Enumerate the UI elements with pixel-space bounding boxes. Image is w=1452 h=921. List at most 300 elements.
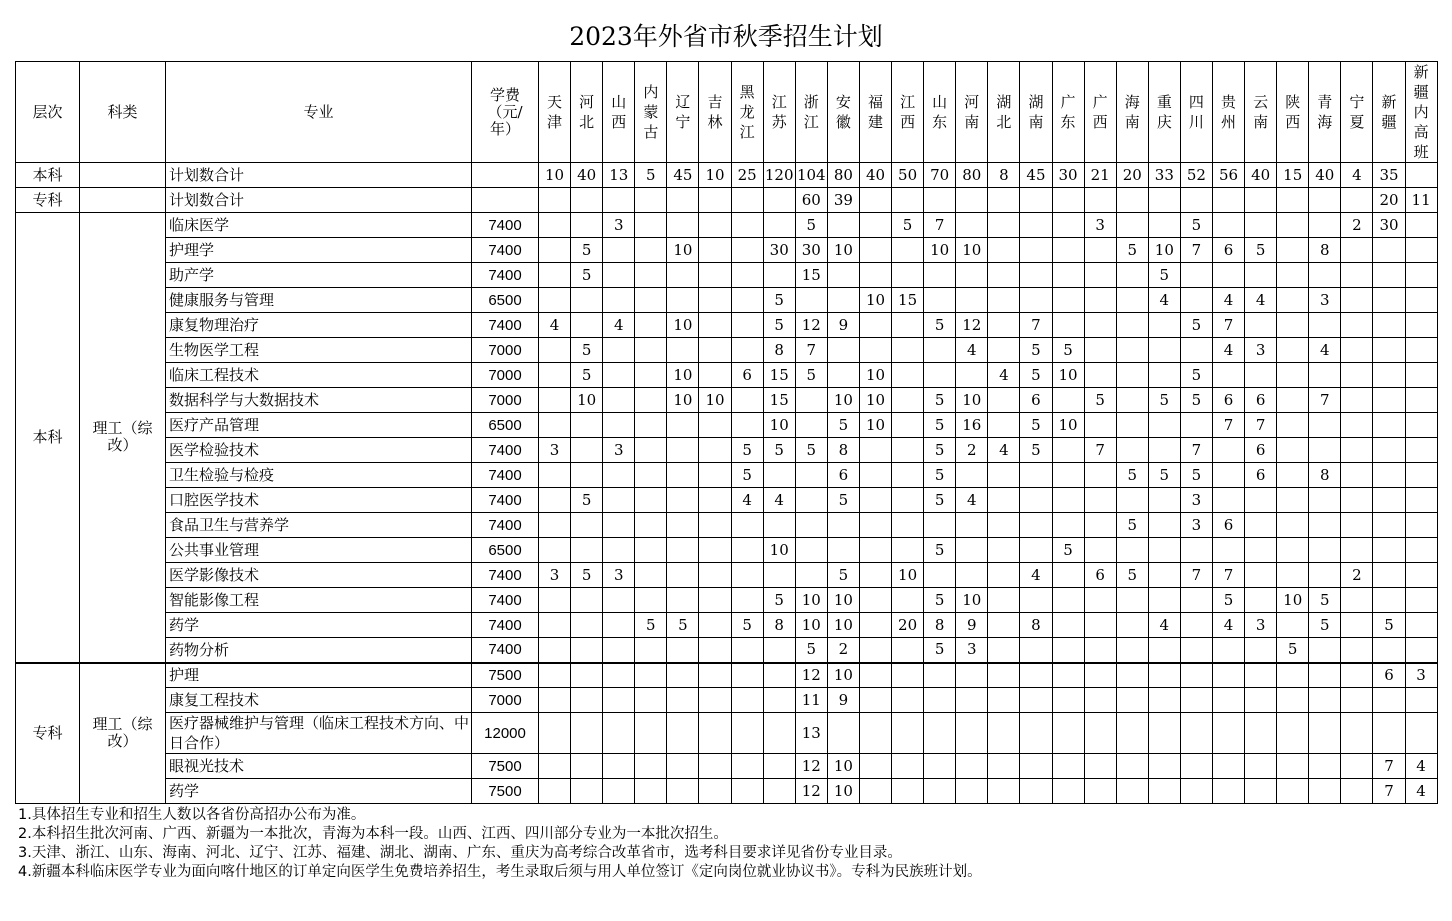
plan-count-cell (603, 713, 635, 754)
plan-count-cell (603, 338, 635, 363)
plan-count-cell: 3 (956, 638, 988, 663)
plan-count-cell (763, 638, 795, 663)
plan-count-cell: 2 (827, 638, 859, 663)
table-row (16, 413, 1438, 438)
plan-count-cell (1341, 688, 1373, 713)
plan-count-cell (635, 338, 667, 363)
header-category: 科类 (80, 62, 166, 163)
plan-count-cell (988, 313, 1020, 338)
header-province: 四川 (1180, 62, 1212, 163)
plan-count-cell (539, 263, 571, 288)
plan-count-cell (1309, 488, 1341, 513)
plan-count-cell (1309, 538, 1341, 563)
plan-count-cell: 3 (603, 563, 635, 588)
plan-count-cell (1341, 338, 1373, 363)
plan-count-cell: 3 (1084, 213, 1116, 238)
header-province: 吉林 (699, 62, 731, 163)
plan-count-cell: 5 (924, 438, 956, 463)
plan-count-cell (1020, 463, 1052, 488)
plan-count-cell (539, 538, 571, 563)
plan-count-cell (667, 263, 699, 288)
plan-count-cell (1373, 488, 1405, 513)
row-fee: 7400 (472, 238, 539, 263)
plan-count-cell (1277, 313, 1309, 338)
plan-count-cell (635, 488, 667, 513)
plan-count-cell (1180, 288, 1212, 313)
plan-count-cell (603, 413, 635, 438)
row-major: 医学检验技术 (166, 438, 472, 463)
plan-count-cell (988, 688, 1020, 713)
row-fee (472, 188, 539, 213)
plan-count-cell (731, 688, 763, 713)
plan-count-cell (1180, 413, 1212, 438)
plan-count-cell (1052, 313, 1084, 338)
plan-count-cell (859, 688, 891, 713)
row-major: 护理学 (166, 238, 472, 263)
plan-count-cell (1405, 388, 1437, 413)
plan-count-cell (1341, 754, 1373, 779)
plan-count-cell (1084, 588, 1116, 613)
plan-count-cell: 5 (763, 438, 795, 463)
plan-count-cell (635, 288, 667, 313)
plan-count-cell (1405, 238, 1437, 263)
plan-count-cell (1405, 563, 1437, 588)
plan-count-cell (1148, 588, 1180, 613)
plan-count-cell (1277, 288, 1309, 313)
plan-count-cell: 7 (1180, 563, 1212, 588)
plan-count-cell: 9 (956, 613, 988, 638)
plan-count-cell: 5 (571, 363, 603, 388)
plan-count-cell (956, 363, 988, 388)
plan-count-cell (667, 413, 699, 438)
plan-count-cell (731, 288, 763, 313)
plan-count-cell (1212, 779, 1244, 804)
plan-count-cell (539, 363, 571, 388)
plan-count-cell: 6 (1245, 438, 1277, 463)
plan-count-cell (988, 413, 1020, 438)
plan-count-cell (1180, 263, 1212, 288)
plan-count-cell (731, 213, 763, 238)
plan-count-cell (539, 213, 571, 238)
table-row (16, 463, 1438, 488)
plan-count-cell: 6 (1212, 238, 1244, 263)
header-province: 江苏 (763, 62, 795, 163)
plan-count-cell (731, 754, 763, 779)
plan-count-cell: 5 (924, 388, 956, 413)
header-province: 内蒙古 (635, 62, 667, 163)
plan-count-cell: 5 (571, 338, 603, 363)
plan-count-cell (859, 263, 891, 288)
plan-count-cell (892, 338, 924, 363)
plan-count-cell: 10 (956, 588, 988, 613)
header-province: 山东 (924, 62, 956, 163)
header-province: 辽宁 (667, 62, 699, 163)
plan-count-cell: 5 (827, 488, 859, 513)
plan-count-cell (827, 338, 859, 363)
plan-count-cell: 10 (1148, 238, 1180, 263)
plan-count-cell (763, 713, 795, 754)
plan-count-cell: 10 (1052, 363, 1084, 388)
plan-count-cell: 2 (1341, 563, 1373, 588)
plan-count-cell: 10 (795, 588, 827, 613)
plan-count-cell (1341, 188, 1373, 213)
plan-count-cell (1341, 413, 1373, 438)
plan-count-cell: 10 (827, 588, 859, 613)
row-major: 医疗产品管理 (166, 413, 472, 438)
plan-count-cell (539, 338, 571, 363)
plan-count-cell (1116, 363, 1148, 388)
plan-count-cell (1341, 263, 1373, 288)
row-category (80, 163, 166, 188)
plan-count-cell: 10 (827, 613, 859, 638)
row-major: 药学 (166, 779, 472, 804)
table-row (16, 388, 1438, 413)
plan-count-cell: 4 (988, 363, 1020, 388)
plan-count-cell (1212, 638, 1244, 663)
plan-count-cell (571, 663, 603, 688)
plan-count-cell (827, 713, 859, 754)
plan-count-cell (1373, 388, 1405, 413)
plan-count-cell (699, 688, 731, 713)
plan-count-cell (859, 463, 891, 488)
plan-count-cell (859, 438, 891, 463)
plan-count-cell: 4 (1020, 563, 1052, 588)
plan-count-cell (1212, 538, 1244, 563)
plan-count-cell (1373, 413, 1405, 438)
plan-count-cell (1341, 663, 1373, 688)
row-major: 药物分析 (166, 638, 472, 663)
plan-count-cell (667, 688, 699, 713)
plan-count-cell (1148, 438, 1180, 463)
plan-count-cell (1309, 779, 1341, 804)
plan-count-cell: 5 (1245, 238, 1277, 263)
plan-count-cell (1084, 263, 1116, 288)
plan-count-cell: 10 (827, 779, 859, 804)
plan-count-cell (763, 663, 795, 688)
plan-count-cell (667, 588, 699, 613)
plan-count-cell: 7 (1212, 563, 1244, 588)
plan-count-cell (1052, 288, 1084, 313)
table-row (16, 488, 1438, 513)
plan-count-cell (892, 638, 924, 663)
plan-count-cell (763, 263, 795, 288)
plan-count-cell (924, 779, 956, 804)
plan-count-cell (859, 563, 891, 588)
row-major: 口腔医学技术 (166, 488, 472, 513)
plan-count-cell (571, 413, 603, 438)
row-fee: 7500 (472, 779, 539, 804)
plan-count-cell: 10 (956, 388, 988, 413)
plan-count-cell (699, 238, 731, 263)
plan-count-cell (1180, 779, 1212, 804)
plan-count-cell (635, 238, 667, 263)
plan-count-cell (1309, 754, 1341, 779)
plan-count-cell (699, 563, 731, 588)
plan-count-cell (539, 713, 571, 754)
plan-count-cell: 5 (763, 588, 795, 613)
plan-count-cell (635, 188, 667, 213)
plan-count-cell (1084, 613, 1116, 638)
plan-count-cell (924, 754, 956, 779)
plan-count-cell (1180, 588, 1212, 613)
plan-count-cell (988, 188, 1020, 213)
plan-count-cell: 70 (924, 163, 956, 188)
plan-count-cell (1277, 663, 1309, 688)
plan-count-cell (1020, 638, 1052, 663)
row-major: 康复工程技术 (166, 688, 472, 713)
header-province: 新疆内高班 (1405, 62, 1437, 163)
plan-count-cell (1405, 538, 1437, 563)
plan-count-cell (1052, 754, 1084, 779)
plan-count-cell (1245, 188, 1277, 213)
plan-count-cell (1309, 438, 1341, 463)
plan-count-cell (1341, 363, 1373, 388)
plan-count-cell (1148, 688, 1180, 713)
plan-count-cell: 5 (1148, 388, 1180, 413)
plan-count-cell: 7 (1212, 413, 1244, 438)
plan-count-cell (1180, 538, 1212, 563)
row-fee: 7400 (472, 488, 539, 513)
plan-count-cell (635, 663, 667, 688)
plan-count-cell: 5 (1116, 563, 1148, 588)
plan-count-cell (1405, 338, 1437, 363)
plan-count-cell (827, 513, 859, 538)
plan-count-cell (763, 563, 795, 588)
plan-count-cell: 5 (924, 413, 956, 438)
plan-count-cell (635, 463, 667, 488)
plan-count-cell: 5 (1116, 238, 1148, 263)
plan-count-cell (1116, 188, 1148, 213)
plan-count-cell (1148, 213, 1180, 238)
plan-count-cell: 12 (795, 313, 827, 338)
plan-count-cell: 45 (1020, 163, 1052, 188)
plan-count-cell (827, 538, 859, 563)
plan-count-cell: 4 (1212, 338, 1244, 363)
plan-count-cell (667, 563, 699, 588)
row-major: 智能影像工程 (166, 588, 472, 613)
plan-count-cell (1245, 663, 1277, 688)
plan-count-cell (988, 638, 1020, 663)
plan-count-cell (924, 338, 956, 363)
plan-count-cell (603, 288, 635, 313)
plan-count-cell (539, 463, 571, 488)
plan-count-cell (1180, 713, 1212, 754)
plan-count-cell: 5 (1052, 338, 1084, 363)
plan-count-cell (571, 588, 603, 613)
plan-count-cell (635, 638, 667, 663)
plan-count-cell (1341, 538, 1373, 563)
plan-count-cell (1116, 263, 1148, 288)
plan-count-cell (731, 538, 763, 563)
plan-count-cell (699, 513, 731, 538)
table-row (16, 363, 1438, 388)
plan-count-cell (859, 713, 891, 754)
plan-count-cell: 5 (731, 438, 763, 463)
plan-count-cell (667, 338, 699, 363)
plan-count-cell (635, 588, 667, 613)
plan-count-cell (859, 538, 891, 563)
plan-count-cell (1148, 338, 1180, 363)
row-major: 卫生检验与检疫 (166, 463, 472, 488)
plan-count-cell (539, 513, 571, 538)
row-fee: 7500 (472, 754, 539, 779)
plan-count-cell: 5 (1180, 213, 1212, 238)
row-major: 助产学 (166, 263, 472, 288)
page-title: 2023年外省市秋季招生计划 (569, 22, 883, 51)
plan-count-cell (603, 363, 635, 388)
plan-count-cell (988, 779, 1020, 804)
plan-count-cell (1116, 638, 1148, 663)
plan-count-cell (731, 338, 763, 363)
plan-count-cell (1052, 588, 1084, 613)
plan-count-cell (1020, 754, 1052, 779)
plan-count-cell (1148, 563, 1180, 588)
plan-count-cell (1245, 688, 1277, 713)
plan-count-cell (892, 754, 924, 779)
plan-count-cell: 5 (1020, 363, 1052, 388)
row-fee (472, 163, 539, 188)
plan-count-cell (539, 588, 571, 613)
plan-count-cell (539, 638, 571, 663)
plan-count-cell (571, 313, 603, 338)
plan-count-cell (1052, 688, 1084, 713)
plan-count-cell (1341, 388, 1373, 413)
row-major: 医疗器械维护与管理（临床工程技术方向、中日合作） (166, 713, 472, 754)
plan-count-cell (1245, 588, 1277, 613)
plan-count-cell: 5 (1309, 613, 1341, 638)
plan-count-cell: 60 (795, 188, 827, 213)
plan-count-cell (1084, 463, 1116, 488)
plan-count-cell (1309, 263, 1341, 288)
summary-row (16, 163, 1438, 188)
plan-count-cell: 5 (1116, 513, 1148, 538)
plan-count-cell (1277, 754, 1309, 779)
plan-count-cell: 10 (763, 538, 795, 563)
plan-count-cell: 10 (667, 313, 699, 338)
plan-count-cell (1405, 163, 1437, 188)
plan-count-cell: 3 (603, 213, 635, 238)
plan-count-cell (859, 638, 891, 663)
plan-count-cell: 6 (731, 363, 763, 388)
plan-count-cell: 40 (1245, 163, 1277, 188)
plan-count-cell (731, 588, 763, 613)
plan-count-cell (1148, 363, 1180, 388)
plan-count-cell: 7 (1084, 438, 1116, 463)
plan-count-cell (988, 388, 1020, 413)
plan-count-cell (731, 713, 763, 754)
plan-count-cell (892, 363, 924, 388)
plan-count-cell (1373, 313, 1405, 338)
plan-count-cell (763, 463, 795, 488)
header-province: 海南 (1116, 62, 1148, 163)
table-row (16, 663, 1438, 688)
plan-count-cell: 5 (667, 613, 699, 638)
table-row (16, 779, 1438, 804)
plan-count-cell (603, 688, 635, 713)
table-row (16, 538, 1438, 563)
plan-count-cell (1052, 513, 1084, 538)
plan-count-cell: 4 (1212, 288, 1244, 313)
plan-count-cell (731, 513, 763, 538)
plan-count-cell: 3 (1245, 613, 1277, 638)
plan-count-cell (699, 213, 731, 238)
plan-count-cell (635, 213, 667, 238)
plan-count-cell: 10 (539, 163, 571, 188)
header-province: 天津 (539, 62, 571, 163)
plan-count-cell: 80 (956, 163, 988, 188)
plan-count-cell (859, 754, 891, 779)
plan-count-cell (1277, 538, 1309, 563)
plan-count-cell (956, 663, 988, 688)
plan-count-cell (892, 388, 924, 413)
plan-count-cell (892, 588, 924, 613)
plan-count-cell: 2 (956, 438, 988, 463)
plan-count-cell (1405, 413, 1437, 438)
plan-count-cell (1277, 713, 1309, 754)
plan-count-cell (1052, 488, 1084, 513)
header-province: 湖北 (988, 62, 1020, 163)
plan-count-cell: 30 (1373, 213, 1405, 238)
plan-count-cell (956, 188, 988, 213)
row-major: 医学影像技术 (166, 563, 472, 588)
plan-count-cell: 5 (763, 288, 795, 313)
plan-count-cell (1116, 488, 1148, 513)
plan-count-cell (1116, 213, 1148, 238)
plan-count-cell (956, 263, 988, 288)
table-row (16, 513, 1438, 538)
plan-count-cell: 10 (956, 238, 988, 263)
plan-count-cell (1116, 538, 1148, 563)
plan-count-cell: 3 (603, 438, 635, 463)
plan-count-cell (1148, 313, 1180, 338)
plan-count-cell (859, 588, 891, 613)
plan-count-cell (539, 688, 571, 713)
plan-count-cell: 39 (827, 188, 859, 213)
plan-count-cell: 7 (795, 338, 827, 363)
plan-count-cell: 10 (859, 413, 891, 438)
plan-count-cell (635, 388, 667, 413)
plan-count-cell: 4 (1309, 338, 1341, 363)
plan-count-cell (1341, 588, 1373, 613)
header-province: 湖南 (1020, 62, 1052, 163)
plan-count-cell: 8 (924, 613, 956, 638)
table-row (16, 613, 1438, 638)
plan-count-cell (1020, 713, 1052, 754)
plan-count-cell (1148, 538, 1180, 563)
plan-count-cell: 56 (1212, 163, 1244, 188)
plan-count-cell (1277, 238, 1309, 263)
plan-count-cell (859, 613, 891, 638)
plan-count-cell (1084, 513, 1116, 538)
header-province: 河南 (956, 62, 988, 163)
header-province: 云南 (1245, 62, 1277, 163)
plan-count-cell: 5 (571, 263, 603, 288)
plan-count-cell (1341, 513, 1373, 538)
plan-count-cell (1052, 779, 1084, 804)
plan-count-cell (924, 563, 956, 588)
plan-count-cell (1373, 238, 1405, 263)
plan-count-cell (603, 238, 635, 263)
plan-count-cell (1277, 388, 1309, 413)
plan-count-cell: 5 (795, 638, 827, 663)
plan-count-cell (1277, 413, 1309, 438)
header-province: 河北 (571, 62, 603, 163)
plan-count-cell (859, 238, 891, 263)
plan-count-cell (859, 663, 891, 688)
plan-count-cell: 2 (1341, 213, 1373, 238)
row-fee: 6500 (472, 538, 539, 563)
plan-count-cell (1212, 488, 1244, 513)
